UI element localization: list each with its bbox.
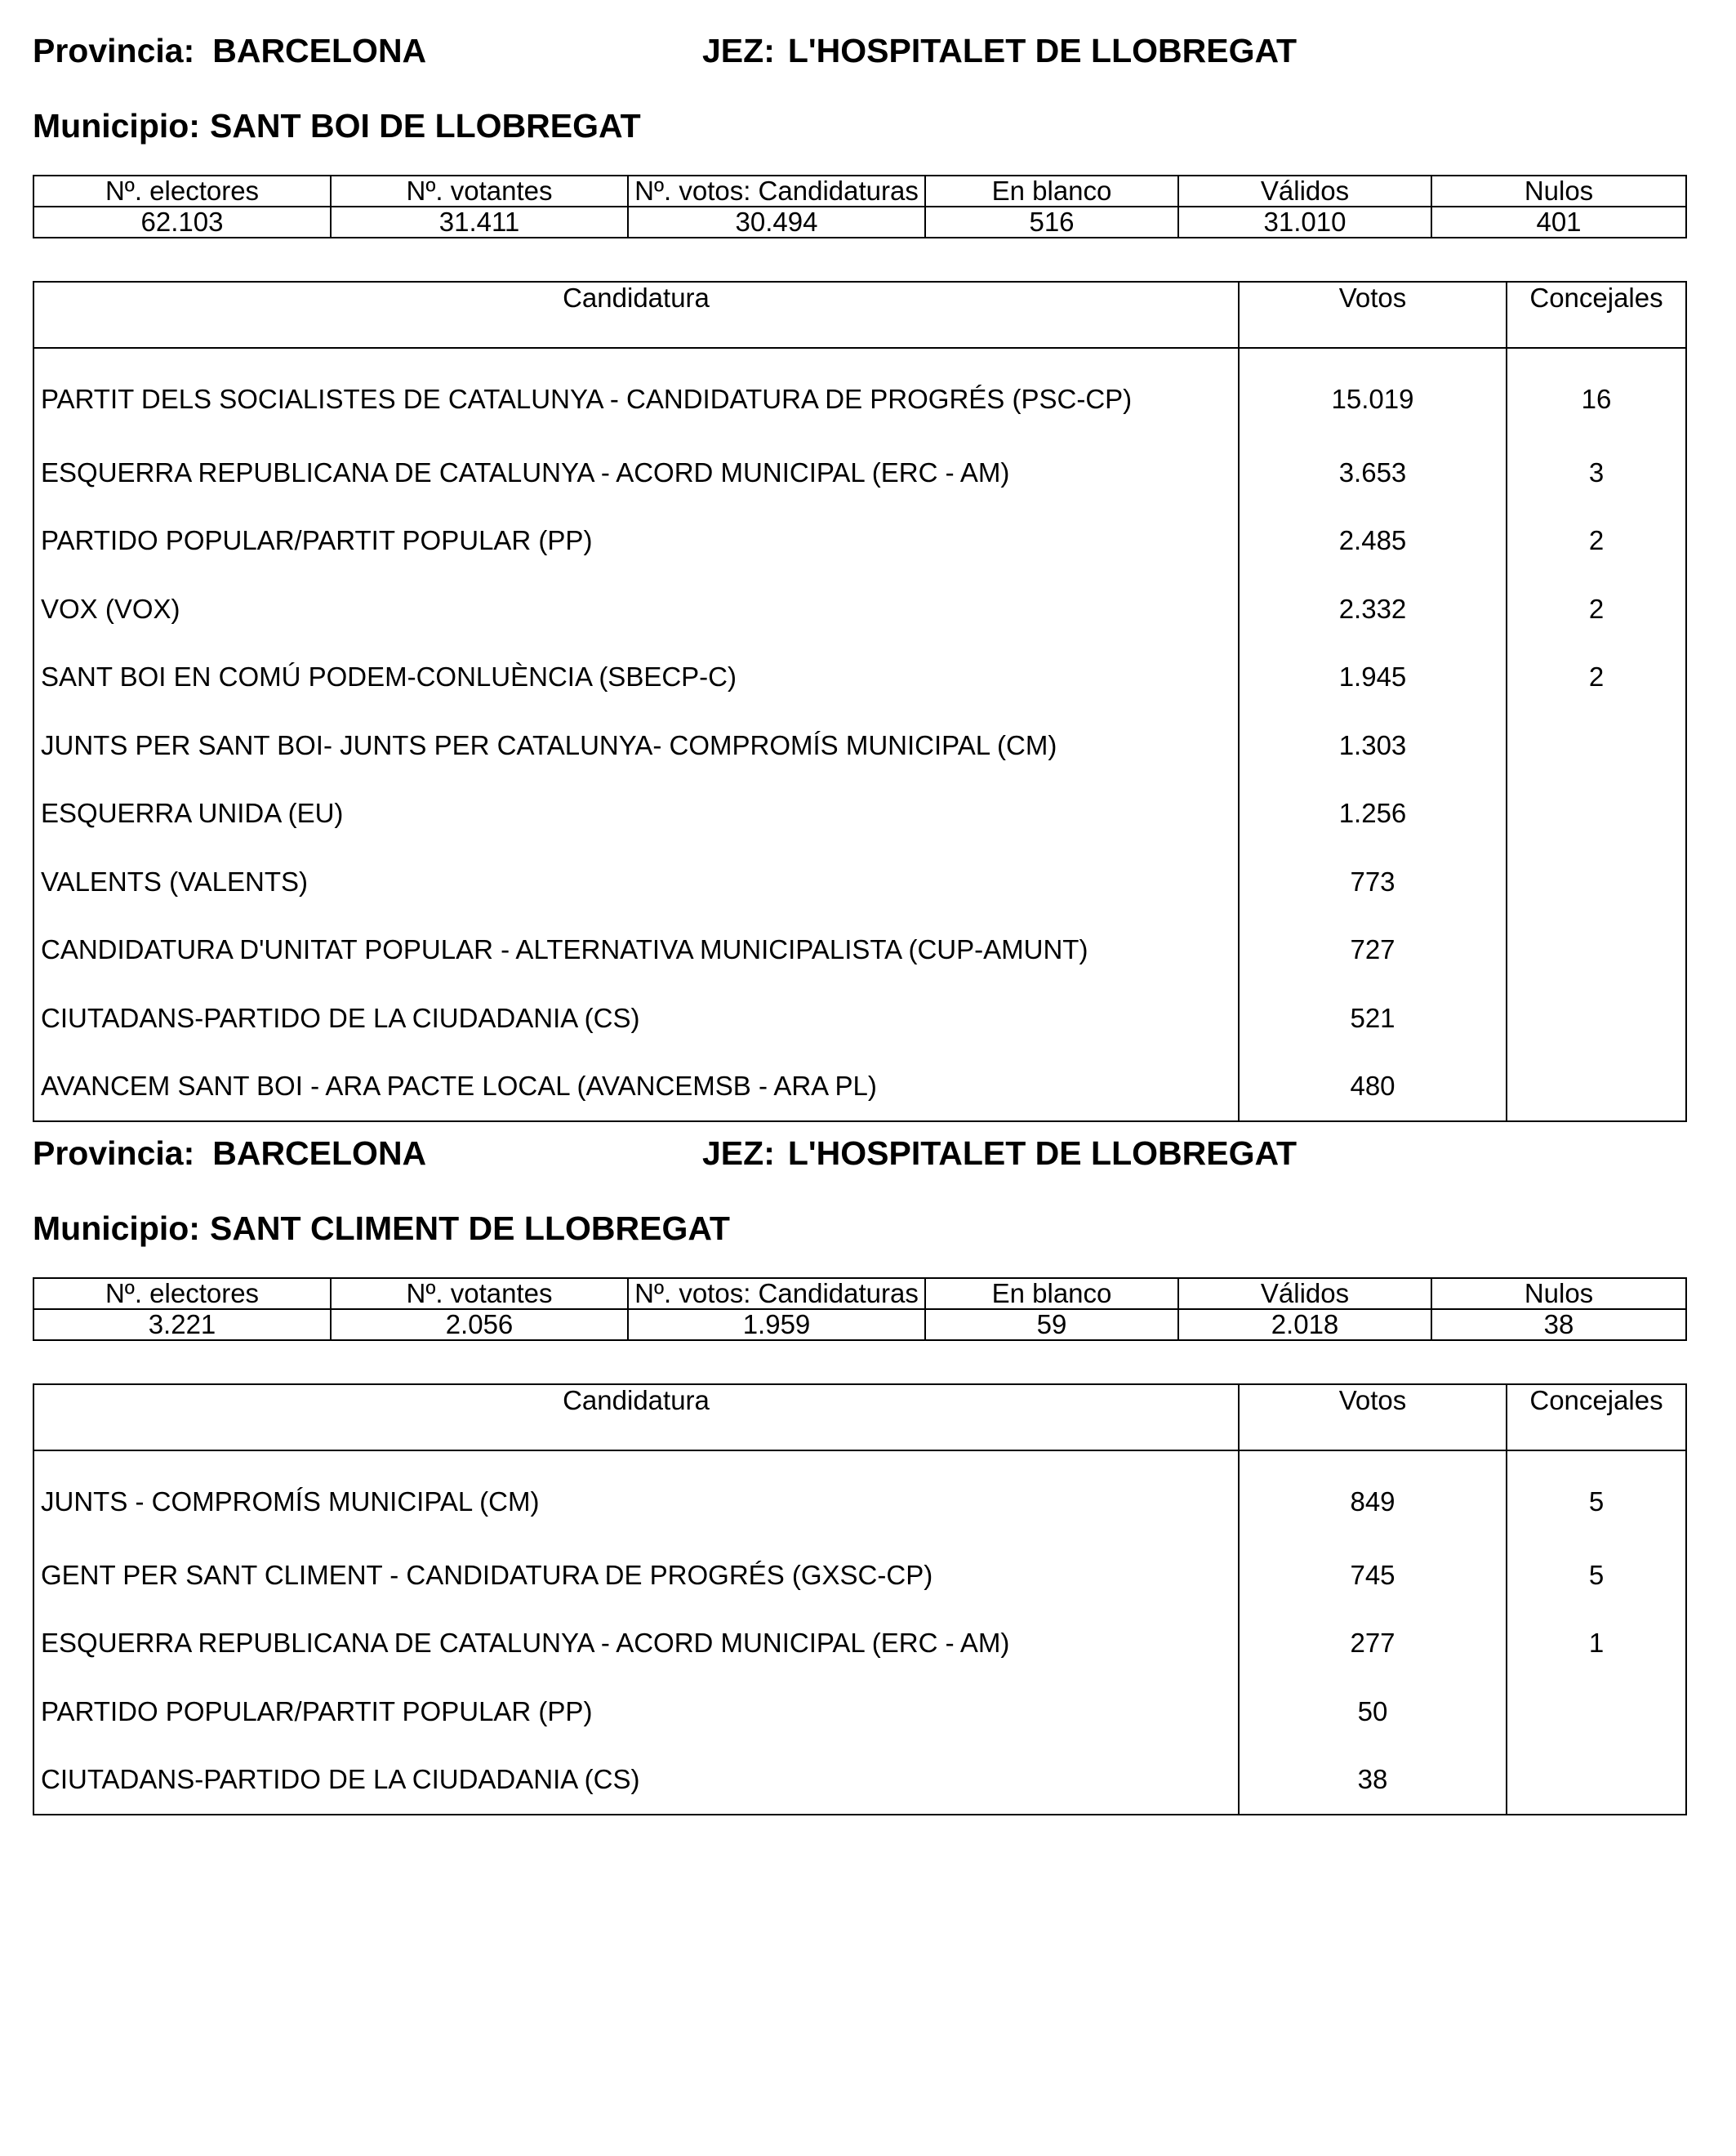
- votos-value: 1.945: [1239, 644, 1507, 712]
- municipio-value: SANT CLIMENT DE LLOBREGAT: [209, 1209, 730, 1247]
- municipio-header: [33, 106, 641, 145]
- concejales-value: 2: [1507, 644, 1686, 712]
- summary-value-cell: 1.959: [628, 1309, 925, 1340]
- candidatura-name: VOX (VOX): [33, 575, 1239, 644]
- concejales-value: [1507, 711, 1686, 780]
- votos-value: 2.332: [1239, 575, 1507, 644]
- results-header-row: [33, 1384, 1686, 1450]
- candidatura-name: ESQUERRA REPUBLICANA DE CATALUNYA - ACORD MUNICIPAL (ERC - AM): [33, 439, 1239, 507]
- summary-value-cell: 31.010: [1178, 207, 1431, 238]
- summary-value-cell: 62.103: [33, 207, 331, 238]
- summary-value-cell: 59: [925, 1309, 1178, 1340]
- results-header-row: [33, 282, 1686, 348]
- votos-value: 3.653: [1239, 439, 1507, 507]
- provincia-label: Provincia:: [33, 1134, 195, 1172]
- summary-header-row: [33, 176, 1686, 207]
- summary-header-cell: Válidos: [1178, 176, 1431, 207]
- concejales-value: 1: [1507, 1610, 1686, 1678]
- summary-value-cell: 2.018: [1178, 1309, 1431, 1340]
- summary-value-cell: 30.494: [628, 207, 925, 238]
- table-row: [33, 1746, 1686, 1815]
- results-header-cell: Concejales: [1507, 1384, 1686, 1450]
- summary-header-cell: Nº. electores: [33, 1278, 331, 1309]
- table-row: [33, 1677, 1686, 1746]
- results-header-cell: Votos: [1239, 1384, 1507, 1450]
- table-row: [33, 1450, 1686, 1541]
- summary-header-cell: Nulos: [1431, 1278, 1686, 1309]
- concejales-value: 3: [1507, 439, 1686, 507]
- votos-value: 745: [1239, 1541, 1507, 1610]
- table-row: [33, 711, 1686, 780]
- concejales-value: [1507, 1053, 1686, 1122]
- summary-header-cell: Nulos: [1431, 176, 1686, 207]
- concejales-value: 2: [1507, 507, 1686, 576]
- votos-value: 1.256: [1239, 780, 1507, 849]
- concejales-value: 2: [1507, 575, 1686, 644]
- results-header-cell: Concejales: [1507, 282, 1686, 348]
- votos-value: 2.485: [1239, 507, 1507, 576]
- summary-value-cell: 401: [1431, 207, 1686, 238]
- concejales-value: 5: [1507, 1541, 1686, 1610]
- table-row: [33, 507, 1686, 576]
- candidatura-name: JUNTS - COMPROMÍS MUNICIPAL (CM): [33, 1450, 1239, 1541]
- candidatura-name: VALENTS (VALENTS): [33, 848, 1239, 916]
- results-header-cell: Votos: [1239, 282, 1507, 348]
- candidatura-name: PARTIDO POPULAR/PARTIT POPULAR (PP): [33, 1677, 1239, 1746]
- candidatura-name: CANDIDATURA D'UNITAT POPULAR - ALTERNATIVA MUNICIPALISTA (CUP-AMUNT): [33, 916, 1239, 985]
- table-row: [33, 1053, 1686, 1122]
- jez-label: JEZ:: [702, 1134, 775, 1172]
- concejales-value: [1507, 984, 1686, 1053]
- provincia-value: BARCELONA: [212, 1134, 427, 1172]
- concejales-value: 5: [1507, 1450, 1686, 1541]
- provincia-header: [33, 1134, 426, 1173]
- summary-header-cell: Válidos: [1178, 1278, 1431, 1309]
- summary-value-cell: 31.411: [331, 207, 628, 238]
- concejales-value: [1507, 848, 1686, 916]
- votos-value: 277: [1239, 1610, 1507, 1678]
- candidatura-name: SANT BOI EN COMÚ PODEM-CONLUÈNCIA (SBECP-C): [33, 644, 1239, 712]
- votos-value: 521: [1239, 984, 1507, 1053]
- table-row: [33, 644, 1686, 712]
- votos-value: 480: [1239, 1053, 1507, 1122]
- summary-header-cell: Nº. votos: Candidaturas: [628, 176, 925, 207]
- summary-header-cell: En blanco: [925, 176, 1178, 207]
- summary-header-cell: Nº. votos: Candidaturas: [628, 1278, 925, 1309]
- summary-header-row: [33, 1278, 1686, 1309]
- summary-value-cell: 516: [925, 207, 1178, 238]
- jez-value: L'HOSPITALET DE LLOBREGAT: [787, 1134, 1298, 1172]
- candidatura-name: ESQUERRA REPUBLICANA DE CATALUNYA - ACORD MUNICIPAL (ERC - AM): [33, 1610, 1239, 1678]
- table-row: [33, 575, 1686, 644]
- municipio-label: Municipio:: [33, 1209, 200, 1247]
- summary-table: [33, 1277, 1687, 1341]
- table-row: [33, 916, 1686, 985]
- concejales-value: [1507, 916, 1686, 985]
- votos-value: 773: [1239, 848, 1507, 916]
- jez-label: JEZ:: [702, 32, 775, 69]
- candidatura-name: CIUTADANS-PARTIDO DE LA CIUDADANIA (CS): [33, 984, 1239, 1053]
- table-row: [33, 348, 1686, 439]
- votos-value: 727: [1239, 916, 1507, 985]
- candidatura-name: GENT PER SANT CLIMENT - CANDIDATURA DE PROGRÉS (GXSC-CP): [33, 1541, 1239, 1610]
- municipio-value: SANT BOI DE LLOBREGAT: [209, 107, 641, 145]
- jez-value: L'HOSPITALET DE LLOBREGAT: [787, 32, 1298, 69]
- results-header-cell: Candidatura: [33, 1384, 1239, 1450]
- votos-value: 15.019: [1239, 348, 1507, 439]
- summary-header-cell: En blanco: [925, 1278, 1178, 1309]
- votos-value: 50: [1239, 1677, 1507, 1746]
- table-row: [33, 1610, 1686, 1678]
- summary-header-cell: Nº. votantes: [331, 176, 628, 207]
- summary-value-row: [33, 1309, 1686, 1340]
- summary-header-cell: Nº. electores: [33, 176, 331, 207]
- jez-header: [702, 1134, 1297, 1173]
- table-row: [33, 1541, 1686, 1610]
- concejales-value: 16: [1507, 348, 1686, 439]
- table-row: [33, 439, 1686, 507]
- candidatura-name: PARTIT DELS SOCIALISTES DE CATALUNYA - CANDIDATURA DE PROGRÉS (PSC-CP): [33, 348, 1239, 439]
- table-row: [33, 848, 1686, 916]
- table-row: [33, 984, 1686, 1053]
- concejales-value: [1507, 1677, 1686, 1746]
- provincia-header: [33, 31, 426, 70]
- summary-value-row: [33, 207, 1686, 238]
- candidatura-name: CIUTADANS-PARTIDO DE LA CIUDADANIA (CS): [33, 1746, 1239, 1815]
- summary-value-cell: 38: [1431, 1309, 1686, 1340]
- provincia-label: Provincia:: [33, 32, 195, 69]
- results-table: [33, 281, 1687, 1122]
- candidatura-name: PARTIDO POPULAR/PARTIT POPULAR (PP): [33, 507, 1239, 576]
- summary-value-cell: 3.221: [33, 1309, 331, 1340]
- summary-table: [33, 175, 1687, 238]
- votos-value: 1.303: [1239, 711, 1507, 780]
- jez-header: [702, 31, 1297, 70]
- summary-header-cell: Nº. votantes: [331, 1278, 628, 1309]
- municipio-label: Municipio:: [33, 107, 200, 145]
- candidatura-name: AVANCEM SANT BOI - ARA PACTE LOCAL (AVANCEMSB - ARA PL): [33, 1053, 1239, 1122]
- votos-value: 849: [1239, 1450, 1507, 1541]
- concejales-value: [1507, 780, 1686, 849]
- candidatura-name: JUNTS PER SANT BOI- JUNTS PER CATALUNYA- COMPROMÍS MUNICIPAL (CM): [33, 711, 1239, 780]
- municipio-header: [33, 1209, 730, 1248]
- summary-value-cell: 2.056: [331, 1309, 628, 1340]
- votos-value: 38: [1239, 1746, 1507, 1815]
- results-table: [33, 1383, 1687, 1815]
- table-row: [33, 780, 1686, 849]
- results-header-cell: Candidatura: [33, 282, 1239, 348]
- concejales-value: [1507, 1746, 1686, 1815]
- provincia-value: BARCELONA: [212, 32, 427, 69]
- candidatura-name: ESQUERRA UNIDA (EU): [33, 780, 1239, 849]
